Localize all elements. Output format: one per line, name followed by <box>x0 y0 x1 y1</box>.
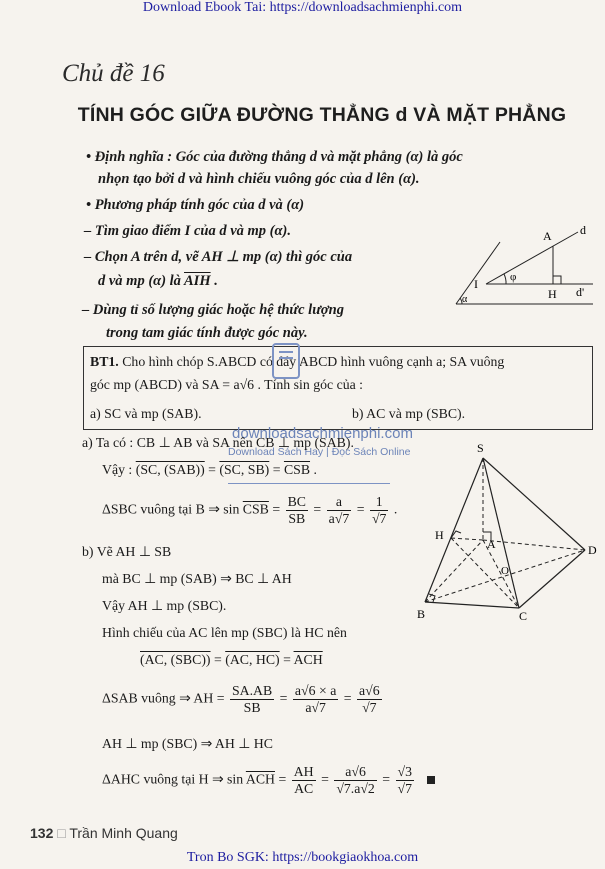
fig2-label-d: D <box>588 543 597 557</box>
fig1-label-h: H <box>548 287 557 301</box>
header-download-link[interactable]: Download Ebook Tai: https://downloadsachmienphi.com <box>142 0 463 15</box>
fig1-label-a: A <box>543 229 552 243</box>
fig1-label-d: d <box>580 223 586 237</box>
fig2-label-o: O <box>501 565 509 577</box>
solution-b-line-8: ΔAHC vuông tại H ⇒ $\sin \overline{ACH}$ = $\frac{AH}{AC}$ = $\frac{a√6}{√7.a√2}$ = $\frac{√3}{√7}$ <box>102 764 435 797</box>
chapter-label: Chủ đề 16 <box>62 60 165 87</box>
solution-b-line-6: ΔSAB vuông ⇒ AH = $\frac{SA.AB}{SB}$ = $\frac{a√6 \times a}{a√7}$ = $\frac{a√6}{√7}$ <box>102 683 380 715</box>
problem-line-1: BT1. Cho hình chóp S.ABCD có đáy ABCD hình vuông cạnh a; SA vuông <box>90 354 505 369</box>
end-of-proof-mark <box>427 776 435 784</box>
fig1-label-d-prime: d' <box>576 285 585 299</box>
fig2-label-a: A <box>487 537 496 551</box>
fig2-label-b: B <box>417 607 426 621</box>
method-step-3a: – Dùng tỉ số lượng giác hoặc hệ thức lượng <box>82 302 344 318</box>
problem-part-a: a) SC và mp (SAB). <box>90 406 202 421</box>
method-step-2b: d và mp (α) là $\overline{AIH}$ . <box>98 273 218 289</box>
solution-b-line-1: b) Vẽ AH ⊥ SB <box>82 544 172 559</box>
watermark-site: downloadsachmienphi.com <box>232 425 413 442</box>
problem-line-2: góc mp (ABCD) và SA = a√6 . Tính sin góc của : <box>90 377 363 392</box>
problem-part-b: b) AC và mp (SBC). <box>352 406 466 421</box>
definition-line-1: • Định nghĩa : Góc của đường thẳng d và mặt phẳng (α) là góc <box>86 149 463 165</box>
solution-b-line-2: mà BC ⊥ mp (SAB) ⇒ BC ⊥ AH <box>102 571 292 586</box>
method-step-2a: – Chọn A trên d, vẽ AH ⊥ mp (α) thì góc của <box>84 249 353 265</box>
fig2-label-h: H <box>435 528 444 542</box>
method-heading: • Phương pháp tính góc của d và (α) <box>86 197 305 213</box>
footer-sgk-link[interactable]: Tron Bo SGK: https://bookgiaokhoa.com <box>186 850 419 865</box>
angle-aih: $\overline{AIH}$ <box>184 273 211 289</box>
fig1-label-i: I <box>474 277 478 291</box>
method-step-3b: trong tam giác tính được góc này. <box>106 325 308 341</box>
fig1-label-alpha: α <box>462 294 468 305</box>
solution-b-line-4: Hình chiếu của AC lên mp (SBC) là HC nên <box>102 625 347 640</box>
solution-a-line-1: a) Ta có : CB ⊥ AB và SA nên CB ⊥ mp (SAB). <box>82 435 354 450</box>
fig1-label-phi: φ <box>510 271 517 283</box>
page-footer: 132 □ Trần Minh Quang <box>30 825 178 841</box>
watermark-underline <box>228 483 390 484</box>
solution-b-line-7: AH ⊥ mp (SBC) ⇒ AH ⊥ HC <box>102 736 273 751</box>
pyramid-figure <box>415 440 600 625</box>
watermark-book-icon <box>270 338 304 386</box>
solution-b-line-3: Vậy AH ⊥ mp (SBC). <box>102 598 227 613</box>
watermark-slogan: Download Sách Hay | Đọc Sách Online <box>228 446 411 458</box>
solution-a-line-3: ΔSBC vuông tại B ⇒ $\sin \overline{CSB}$ = $\frac{BC}{SB}$ = $\frac{a}{a√7}$ = $\frac{1}{√7}$ . <box>102 494 398 526</box>
page-title: TÍNH GÓC GIỮA ĐƯỜNG THẲNG d VÀ MẶT PHẲNG <box>77 104 567 126</box>
fig2-label-c: C <box>519 609 528 623</box>
definition-line-2: nhọn tạo bởi d và hình chiếu vuông góc của d lên (α). <box>98 171 420 187</box>
solution-b-line-5: (AC, (SBC)) = (AC, $HC) = \overline{ACH}$ <box>140 652 323 667</box>
fig2-label-s: S <box>477 441 484 455</box>
method-step-1: – Tìm giao điểm I của d và mp (α). <box>84 223 291 239</box>
solution-a-line-2: Vậy : (SC, (SAB)) = (SC, $SB) = \overline{CSB}$ . <box>102 462 317 477</box>
line-plane-angle-figure <box>448 222 598 312</box>
